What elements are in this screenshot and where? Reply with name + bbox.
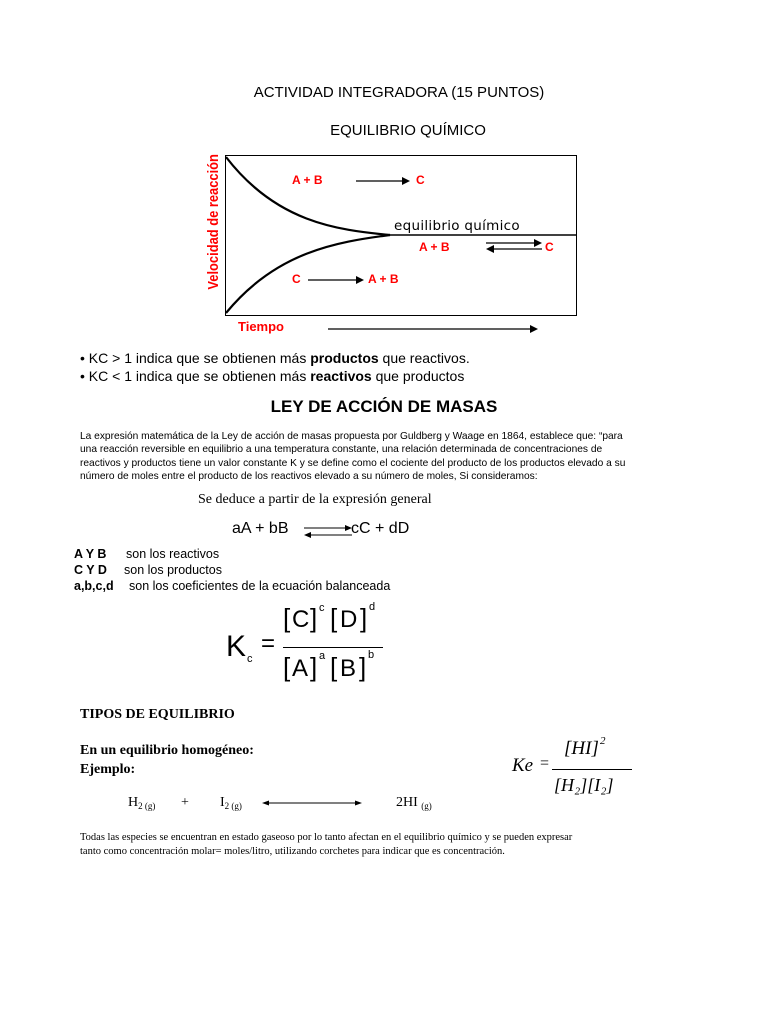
y-axis-label: Velocidad de reacción xyxy=(205,154,222,290)
equilibrium-reactants: A + B xyxy=(419,240,450,254)
paragraph-line: tanto como concentración molar= moles/litro, utilizando corchetes para indicar que es concentración. xyxy=(80,846,505,857)
kc-subscript: c xyxy=(247,653,253,665)
equilibrium-arrows xyxy=(302,520,354,542)
deduce-text: Se deduce a partir de la expresión general xyxy=(198,492,432,507)
definition-reactants: A Y B son los reactivos xyxy=(74,547,220,561)
kc-symbol: K xyxy=(226,630,247,663)
plus-sign: + xyxy=(181,795,189,810)
paragraph-line: La expresión matemática de la Ley de acción de masas propuesta por Guldberg y Waage en 1864, establece que: “para xyxy=(80,431,623,442)
ke-formula: Ke = [HI] 2 [H₂][I₂] xyxy=(512,735,632,801)
exponent-c: c xyxy=(319,602,325,614)
forward-product: C xyxy=(416,173,425,187)
reactant-i2: $I_{2 (g)}$ xyxy=(220,795,242,811)
bullet-kc-greater: • KC > 1 indica que se obtienen más productos que reactivos. xyxy=(80,350,470,366)
paragraph-line: reactivos y productos tiene un valor constante K y se define como el cociente del producto de los productos elevado a su xyxy=(80,457,626,469)
equation-products: cC + dD xyxy=(351,520,410,537)
rate-curves xyxy=(196,152,580,338)
paragraph-line: una reacción reversible en equilibrio a una temperatura constante, una relación determinada de concentraciones de xyxy=(80,444,603,456)
forward-reactants: A + B xyxy=(292,173,323,187)
double-arrow xyxy=(262,798,362,808)
denominator-b: B xyxy=(340,655,357,682)
definition-coefficients: a,b,c,d son los coeficientes de la ecuación balanceada xyxy=(74,579,391,593)
kc-formula: K c = [ C ] c [ D ] d [ A ] a [ B ] b xyxy=(226,600,396,696)
ke-exponent: 2 xyxy=(600,735,606,747)
paragraph-line: número de moles entre el producto de los reactivos elevado a su número de moles, Si consideramos: xyxy=(80,471,538,483)
types-heading: TIPOS DE EQUILIBRIO xyxy=(80,707,235,722)
exponent-b: b xyxy=(368,649,375,661)
ke-numerator: [HI] xyxy=(564,738,599,759)
x-axis-label: Tiempo xyxy=(238,319,284,334)
exponent-a: a xyxy=(319,650,326,662)
homogeneous-heading: En un equilibrio homogéneo: xyxy=(80,743,254,758)
law-heading: LEY DE ACCIÓN DE MASAS xyxy=(270,397,498,416)
equilibrium-label: equilibrio químico xyxy=(394,218,520,234)
equilibrium-product: C xyxy=(545,240,554,254)
paragraph-line: Todas las especies se encuentran en estado gaseoso por lo tanto afectan en el equilibrio químico y se pueden expresar xyxy=(80,832,573,843)
closing-paragraph xyxy=(80,831,700,859)
reverse-products: A + B xyxy=(368,272,399,286)
reverse-reactant: C xyxy=(292,272,301,286)
bullet-kc-less: • KC < 1 indica que se obtienen más reactivos que productos xyxy=(80,368,465,384)
product-hi: 2HI $_{(g)}$ xyxy=(396,795,432,811)
equation-reactants: aA + bB xyxy=(232,520,289,537)
general-equation xyxy=(232,518,432,544)
law-paragraph xyxy=(80,430,700,484)
ke-fraction-bar xyxy=(552,769,632,770)
definition-products: C Y D son los productos xyxy=(74,563,222,577)
ke-symbol: Ke xyxy=(512,755,534,776)
ke-denominator: [H₂][I₂] xyxy=(554,775,614,795)
exponent-d: d xyxy=(369,601,376,613)
numerator-c: C xyxy=(292,606,310,633)
denominator-a: A xyxy=(292,655,309,682)
fraction-bar xyxy=(283,647,383,648)
reactant-h2: $H_{2 (g)}$ xyxy=(128,795,156,811)
page-subtitle: EQUILIBRIO QUÍMICO xyxy=(330,122,486,139)
page-title: ACTIVIDAD INTEGRADORA (15 PUNTOS) xyxy=(253,84,545,101)
numerator-d: D xyxy=(340,606,358,633)
example-label: Ejemplo: xyxy=(80,762,136,777)
reaction-rate-diagram xyxy=(196,152,580,338)
equals-sign: = xyxy=(261,630,276,657)
